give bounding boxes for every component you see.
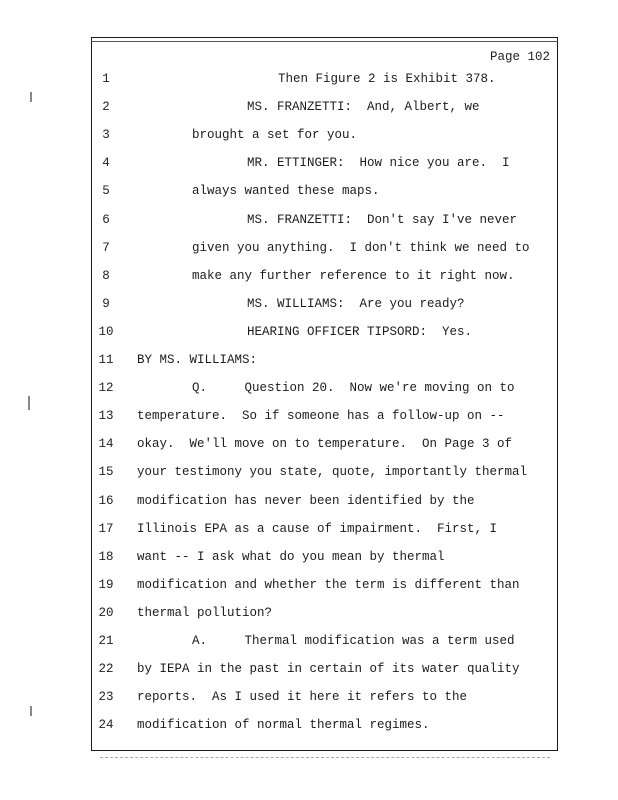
transcript-line [0,550,618,570]
line-number: 10 [98,324,114,339]
margin-mark [28,396,30,410]
line-number: 4 [102,156,110,171]
line-number: 14 [98,437,114,452]
transcript-line [0,184,618,204]
line-text: Illinois EPA as a cause of impairment. First, I [137,521,498,536]
transcript-line [0,381,618,401]
line-text: BY MS. WILLIAMS: [137,353,258,367]
bottom-dash [100,757,550,758]
transcript-line [0,578,618,598]
line-text: MS. WILLIAMS: Are you ready? [247,296,465,311]
line-number: 18 [98,549,114,564]
line-number: 6 [102,212,110,227]
line-text: given you anything. I don't think we need to [192,240,530,255]
line-number: 3 [102,128,110,143]
transcript-line [0,465,618,485]
line-number: 20 [98,605,114,620]
line-number: 21 [98,634,114,648]
line-text: modification has never been identified by the [137,493,475,508]
transcript-line [0,353,618,373]
line-number: 2 [102,100,110,115]
line-text: by IEPA in the past in certain of its water quality [137,662,520,677]
line-text: brought a set for you. [192,128,358,143]
line-number: 24 [98,718,114,733]
line-number: 16 [98,493,114,508]
line-text: temperature. So if someone has a follow-up on -- [137,409,505,424]
transcript-line [0,100,618,120]
transcript-line [0,325,618,345]
line-text: Then Figure 2 is Exhibit 378. [278,72,496,86]
page-number: Page 102 [489,50,550,64]
transcript-line [0,72,618,92]
transcript-line [0,409,618,429]
line-number: 23 [98,690,114,705]
margin-mark [30,706,32,716]
line-text: reports. As I used it here it refers to the [137,690,468,705]
line-number: 15 [98,465,114,480]
transcript-line [0,269,618,289]
transcript-line [0,213,618,233]
transcript-line [0,690,618,710]
transcript-line [0,241,618,261]
transcript-line [0,718,618,738]
line-text: MR. ETTINGER: How nice you are. I [247,156,510,171]
line-text: A. Thermal modification was a term used [192,634,515,648]
line-text: okay. We'll move on to temperature. On Page 3 of [137,437,513,452]
line-number: 13 [98,409,114,424]
line-text: make any further reference to it right now. [192,268,515,283]
line-number: 22 [98,662,114,677]
line-text: Q. Question 20. Now we're moving on to [192,381,515,396]
line-text: modification and whether the term is different than [137,577,520,592]
margin-mark [30,92,32,102]
transcript-line [0,606,618,626]
line-number: 8 [102,268,110,283]
line-number: 12 [98,381,114,396]
line-text: modification of normal thermal regimes. [137,718,430,733]
transcript-line [0,634,618,654]
line-number: 7 [102,240,110,255]
transcript-line [0,128,618,148]
line-text: MS. FRANZETTI: Don't say I've never [247,212,518,227]
transcript-line [0,156,618,176]
line-number: 11 [98,353,114,367]
transcript-line [0,494,618,514]
line-number: 17 [98,521,114,536]
line-number: 5 [102,184,110,199]
line-text: thermal pollution? [137,605,273,620]
line-text: your testimony you state, quote, importantly thermal [137,465,528,480]
transcript-line [0,522,618,542]
line-text: HEARING OFFICER TIPSORD: Yes. [247,324,473,339]
transcript-line [0,437,618,457]
line-number: 9 [102,296,110,311]
transcript-line [0,662,618,682]
line-number: 19 [98,577,114,592]
line-text: MS. FRANZETTI: And, Albert, we [247,100,480,115]
line-text: always wanted these maps. [192,184,380,199]
line-text: want -- I ask what do you mean by thermal [137,549,445,564]
transcript-line [0,297,618,317]
line-number: 1 [102,72,110,86]
